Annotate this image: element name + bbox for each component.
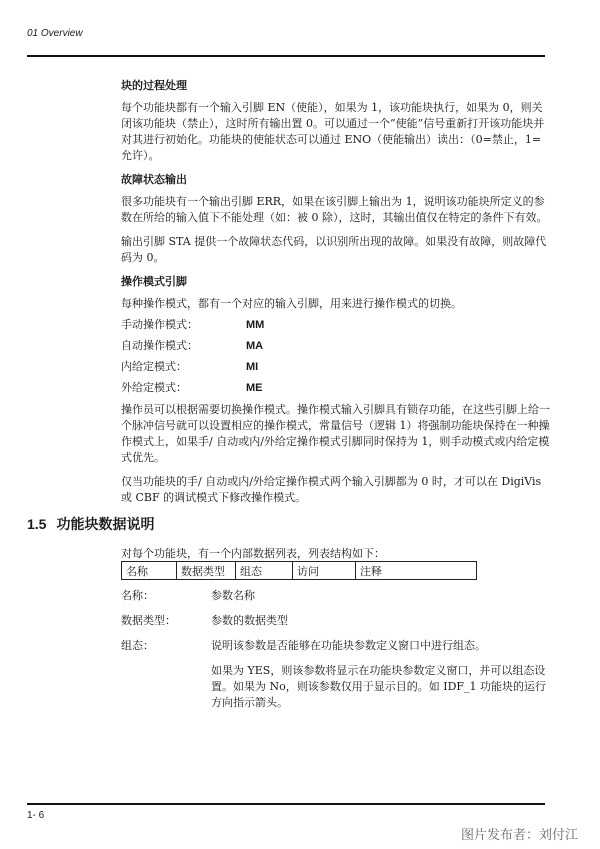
definition-term: 名称： xyxy=(121,589,154,602)
running-header: 01 Overview xyxy=(27,28,83,39)
section-number: 1.5 xyxy=(27,516,47,532)
para-modes-switch: 操作员可以根据需要切换操作模式。操作模式输入引脚具有锁存功能，在这些引脚上给一个脉冲信号就可以设置相应的操作模式，常量信号（逻辑 1）将强制功能块保持在一种操作模式上，如果手/ 自动或内/外给定操作模式引脚同时保持为 1，则手动模式或内给定模式优先。 xyxy=(121,403,550,464)
mode-code: ME xyxy=(246,381,263,394)
col-name: 名称 xyxy=(122,562,177,580)
mode-row-internal xyxy=(121,356,551,377)
col-access: 访问 xyxy=(293,562,356,580)
mode-code: MI xyxy=(246,360,259,373)
mode-label: 自动操作模式： xyxy=(121,338,198,352)
heading-block-process: 块的过程处理 xyxy=(121,79,187,92)
definition-desc: 参数名称 xyxy=(211,589,255,602)
definition-row xyxy=(121,588,551,604)
definition-row xyxy=(121,638,551,654)
definition-row xyxy=(121,613,551,629)
para-fault-sta: 输出引脚 STA 提供一个故障状态代码，以识别所出现的故障。如果没有故障，则故障代码为 0。 xyxy=(121,235,547,264)
data-list-table xyxy=(121,561,477,580)
para-block-process: 每个功能块都有一个输入引脚 EN（使能），如果为 1，该功能块执行，如果为 0，则关闭该功能块（禁止），这时所有输出置 0。可以通过一个“使能”信号重新打开该功能块并对其进行初始化。功能块的使能状态可以通过 ENO（使能输出）读出：（0=禁止，1=允许）。 xyxy=(121,101,545,162)
page-number: 1- 6 xyxy=(27,810,45,821)
mode-row-external xyxy=(121,377,551,398)
heading-operation-modes: 操作模式引脚 xyxy=(121,275,187,288)
para-modes-debug: 仅当功能块的手/ 自动或内/外给定操作模式两个输入引脚都为 0 时，才可以在 DigiVis 或 CBF 的调试模式下修改操作模式。 xyxy=(121,475,542,504)
mode-label: 内给定模式： xyxy=(121,359,187,373)
definitions xyxy=(121,588,551,720)
table-header-row xyxy=(122,562,477,580)
mode-row-auto xyxy=(121,335,551,356)
header-rule xyxy=(27,55,545,57)
mode-row-manual xyxy=(121,314,551,335)
definition-desc: 说明该参数是否能够在功能块参数定义窗口中进行组态。 xyxy=(211,639,486,652)
watermark: 图片发布者：刘付江 xyxy=(460,827,578,842)
definition-term: 数据类型： xyxy=(121,614,176,627)
mode-label: 手动操作模式： xyxy=(121,317,198,331)
section-title: 功能块数据说明 xyxy=(56,516,155,532)
heading-fault-output: 故障状态输出 xyxy=(121,173,187,186)
mode-code: MA xyxy=(246,339,264,352)
col-comment: 注释 xyxy=(356,562,477,580)
col-config: 组态 xyxy=(236,562,293,580)
mode-code: MM xyxy=(246,318,265,331)
config-note: 如果为 YES，则该参数将显示在功能块参数定义窗口，并可以组态设置。如果为 No，则该参数仅用于显示目的。如 IDF_1 功能块的运行方向指示箭头。 xyxy=(211,664,547,709)
mode-label: 外给定模式： xyxy=(121,380,187,394)
para-fault-err: 很多功能块有一个输出引脚 ERR，如果在该引脚上输出为 1，说明该功能块所定义的参数在所给的输入值下不能处理（如：被 0 除），这时，其输出值仅在特定的条件下有效。 xyxy=(121,195,548,224)
table-intro: 对每个功能块，有一个内部数据列表，列表结构如下： xyxy=(121,547,385,560)
definition-term: 组态： xyxy=(121,639,154,652)
definition-desc: 参数的数据类型 xyxy=(211,614,288,627)
col-data-type: 数据类型 xyxy=(177,562,236,580)
body-content xyxy=(121,78,551,514)
section-heading xyxy=(27,514,154,534)
footer-rule xyxy=(27,803,545,805)
para-modes-intro: 每种操作模式，都有一个对应的输入引脚，用来进行操作模式的切换。 xyxy=(121,297,462,310)
definition-row-note xyxy=(121,663,551,711)
